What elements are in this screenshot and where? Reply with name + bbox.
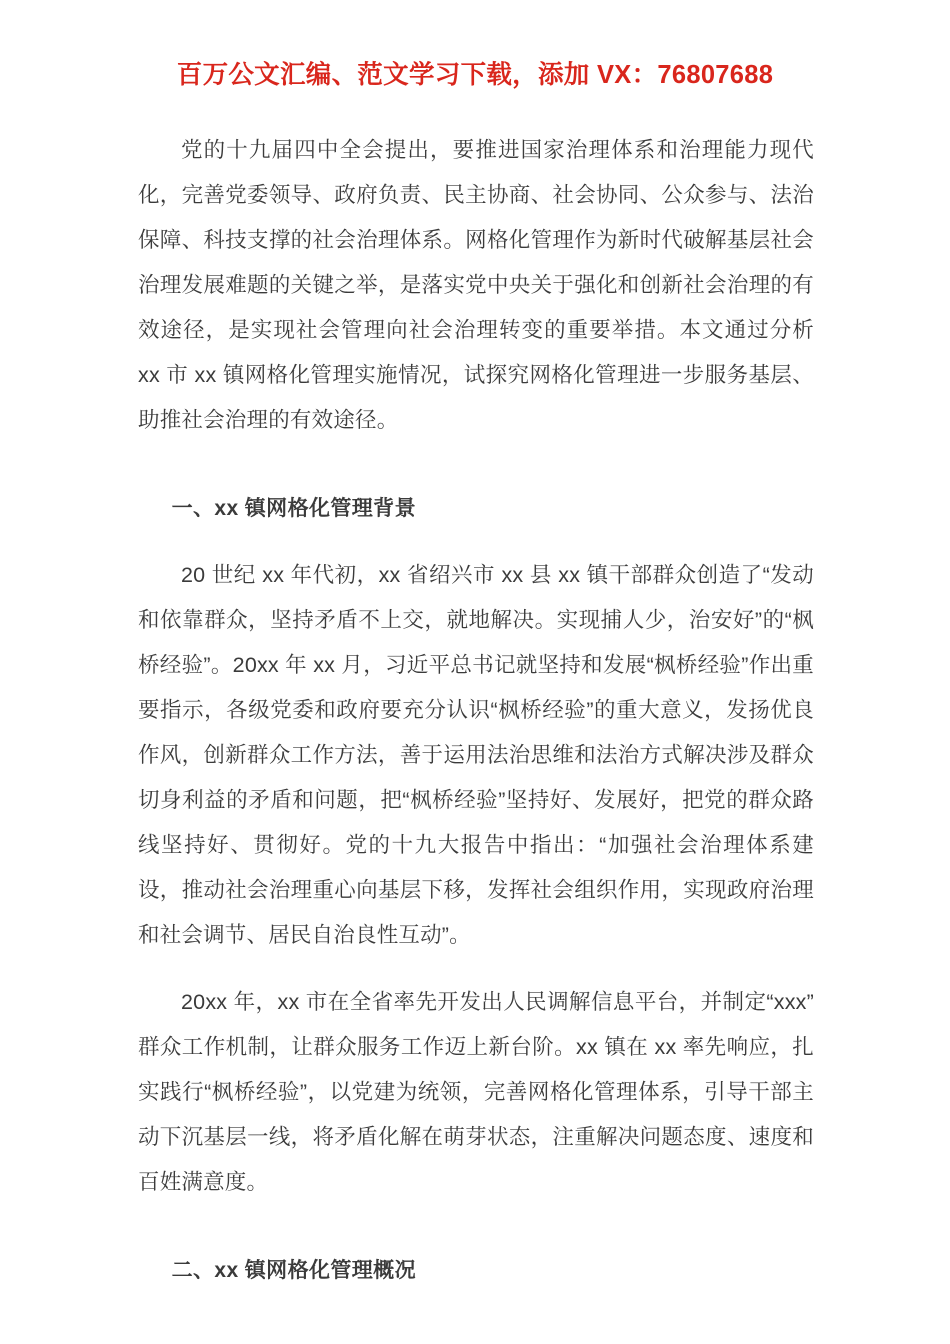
paragraph-background-history: 20 世纪 xx 年代初，xx 省绍兴市 xx 县 xx 镇干部群众创造了“发动和依靠群众，坚持矛盾不上交，就地解决。实现捕人少，治安好”的“枫桥经验”。20xx 年 xx 月，习近平总书记就坚持和发展“枫桥经验”作出重要指示，各级党委和政府要充分认识“枫桥经验”的重大意义，发扬优良作风，创新群众工作方法，善于运用法治思维和法治方式解决涉及群众切身利益的矛盾和问题，把“枫桥经验”坚持好、发展好，把党的群众路线坚持好、贯彻好。党的十九大报告中指出：“加强社会治理体系建设，推动社会治理重心向基层下移，发挥社会组织作用，实现政府治理和社会调节、居民自治良性互动”。	[138, 563, 814, 947]
spacer	[138, 531, 814, 553]
heading-section-two: 二、xx 镇网格化管理概况	[171, 1259, 416, 1282]
spacer	[138, 1205, 814, 1248]
spacer	[138, 443, 814, 486]
document-body	[138, 128, 814, 1293]
promo-banner-text: 百万公文汇编、范文学习下载，添加 VX：76807688	[176, 61, 774, 89]
heading-section-one: 一、xx 镇网格化管理背景	[171, 497, 416, 520]
paragraph-intro: 党的十九届四中全会提出，要推进国家治理体系和治理能力现代化，完善党委领导、政府负责、民主协商、社会协同、公众参与、法治保障、科技支撑的社会治理体系。网格化管理作为新时代破解基层社会治理发展难题的关键之举，是落实党中央关于强化和创新社会治理的有效途径，是实现社会管理向社会治理转变的重要举措。本文通过分析 xx 市 xx 镇网格化管理实施情况，试探究网格化管理进一步服务基层、助推社会治理的有效途径。	[138, 138, 814, 432]
spacer	[138, 958, 814, 980]
paragraph-background-practice: 20xx 年，xx 市在全省率先开发出人民调解信息平台，并制定“xxx”群众工作机制，让群众服务工作迈上新台阶。xx 镇在 xx 率先响应，扎实践行“枫桥经验”，以党建为统领，完善网格化管理体系，引导干部主动下沉基层一线，将矛盾化解在萌芽状态，注重解决问题态度、速度和百姓满意度。	[138, 990, 814, 1194]
